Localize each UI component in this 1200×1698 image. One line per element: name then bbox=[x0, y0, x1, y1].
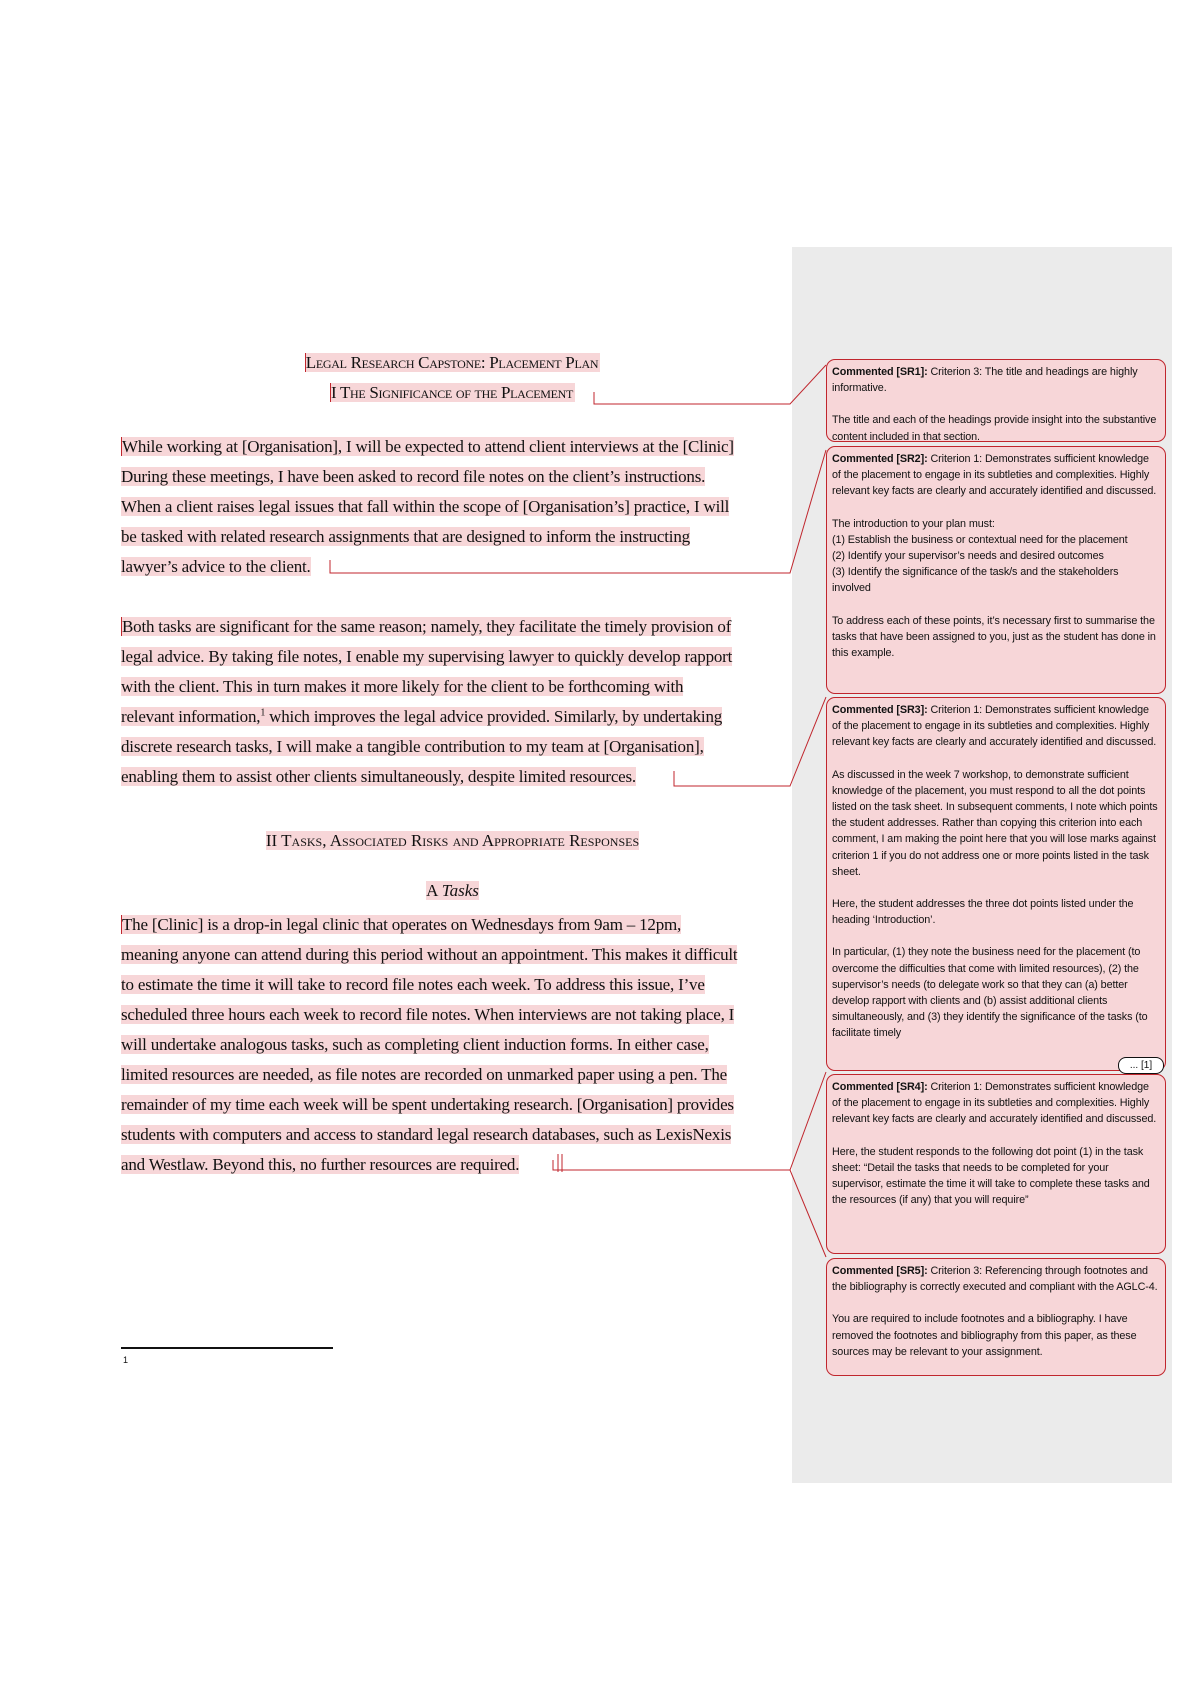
footnote-reference[interactable]: 1 bbox=[260, 707, 266, 719]
section-heading-1: I The Significance of the Placement bbox=[330, 383, 574, 402]
paragraph-2 bbox=[121, 612, 781, 792]
paragraph-line: When a client raises legal issues that fall within the scope of [Organisation’s] practice, I will bbox=[121, 497, 730, 516]
paragraph-line: which improves the legal advice provided. Similarly, by undertaking bbox=[265, 707, 723, 726]
comment-sr4[interactable]: Commented [SR4]: Criterion 1: Demonstrates sufficient knowledge of the placement to engage in its subtleties and complexities. Highly relevant key facts are clearly and accurately identified and discussed. Here, the student responds to the following dot point (1) in the task sheet: “Detail the tasks that needs to be completed for your supervisor, estimate the time it will take to complete these tasks and the resources (if any) that you will require” bbox=[826, 1074, 1166, 1254]
comment-sr1[interactable]: Commented [SR1]: Criterion 3: The title and headings are highly informative. The title and each of the headings provide insight into the substantive content included in that section. bbox=[826, 359, 1166, 442]
paragraph-line: During these meetings, I have been asked to record file notes on the client’s instructions. bbox=[121, 467, 706, 486]
paragraph-line: scheduled three hours each week to record file notes. When interviews are not taking place, I bbox=[121, 1005, 735, 1024]
paragraph-line: to estimate the time it will take to record file notes each week. To address this issue, I’ve bbox=[121, 975, 705, 994]
comment-sr5[interactable]: Commented [SR5]: Criterion 3: Referencing through footnotes and the bibliography is correctly executed and compliant with the AGLC-4. You are required to include footnotes and a bibliography. I have removed the footnotes and bibliography from this paper, as these sources may be relevant to your assignment. bbox=[826, 1258, 1166, 1376]
paragraph-1 bbox=[121, 432, 781, 582]
section-heading-2: II Tasks, Associated Risks and Appropriate Responses bbox=[265, 831, 640, 850]
paragraph-line: Both tasks are significant for the same reason; namely, they facilitate the timely provision of bbox=[122, 617, 732, 636]
paragraph-line: meaning anyone can attend during this period without an appointment. This makes it difficult bbox=[121, 945, 738, 964]
document-title: Legal Research Capstone: Placement Plan bbox=[305, 353, 599, 372]
paragraph-line: will undertake analogous tasks, such as completing client induction forms. In either case, bbox=[121, 1035, 709, 1054]
paragraph-line: remainder of my time each week will be spent undertaking research. [Organisation] provides bbox=[121, 1095, 734, 1114]
subheading-tasks: A Tasks bbox=[426, 881, 479, 900]
paragraph-3 bbox=[121, 910, 781, 1180]
paragraph-line: lawyer’s advice to the client. bbox=[121, 557, 311, 576]
paragraph-line: limited resources are needed, as file notes are recorded on unmarked paper using a pen. The bbox=[121, 1065, 727, 1084]
comment-sr2[interactable]: Commented [SR2]: Criterion 1: Demonstrates sufficient knowledge of the placement to engage in its subtleties and complexities. Highly relevant key facts are clearly and accurately identified and discussed. The introduction to your plan must: (1) Establish the business or contextual need for the placement (2) Identify your supervisor’s needs and desired outcomes (3) Identify the significance of the task/s and the stakeholders involved To address each of these points, it’s necessary first to summarise the tasks that have been assigned to you, just as the student has done in this example. bbox=[826, 446, 1166, 694]
paragraph-line: and Westlaw. Beyond this, no further resources are required. bbox=[121, 1155, 520, 1174]
paragraph-line: with the client. This in turn makes it more likely for the client to be forthcoming with bbox=[121, 677, 684, 696]
paragraph-line: The [Clinic] is a drop-in legal clinic that operates on Wednesdays from 9am – 12pm, bbox=[122, 915, 682, 934]
comment-more-button[interactable]: ... [1] bbox=[1118, 1057, 1164, 1074]
paragraph-line: While working at [Organisation], I will be expected to attend client interviews at the [Clinic] bbox=[122, 437, 734, 456]
paragraph-line: be tasked with related research assignments that are designed to inform the instructing bbox=[121, 527, 690, 546]
paragraph-line: relevant information, bbox=[121, 707, 261, 726]
footnote-separator bbox=[121, 1347, 333, 1349]
paragraph-line: discrete research tasks, I will make a tangible contribution to my team at [Organisation], bbox=[121, 737, 704, 756]
paragraph-line: legal advice. By taking file notes, I enable my supervising lawyer to quickly develop rapport bbox=[121, 647, 733, 666]
footnote-number: 1 bbox=[123, 1355, 129, 1365]
comment-sr3[interactable]: Commented [SR3]: Criterion 1: Demonstrates sufficient knowledge of the placement to engage in its subtleties and complexities. Highly relevant key facts are clearly and accurately identified and discussed. As discussed in the week 7 workshop, to demonstrate sufficient knowledge of the placement, you must respond to all the dot points listed on the task sheet. In subsequent comments, I note which points the student addresses. Rather than copying this criterion into each comment, I am making the point here that you will lose marks against criterion 1 if you do not address one or more points listed in the task sheet. Here, the student addresses the three dot points listed under the heading ‘Introduction’. In particular, (1) they note the business need for the placement (to overcome the difficulties that come with limited resources), (2) the supervisor’s needs (to delegate work so that they can (a) better develop rapport with clients and (b) assist additional clients simultaneously, and (3) they identify the significance of the tasks (to facilitate timely bbox=[826, 697, 1166, 1071]
paragraph-line: students with computers and access to standard legal research databases, such as LexisNexis bbox=[121, 1125, 732, 1144]
paragraph-line: enabling them to assist other clients simultaneously, despite limited resources. bbox=[121, 767, 636, 786]
